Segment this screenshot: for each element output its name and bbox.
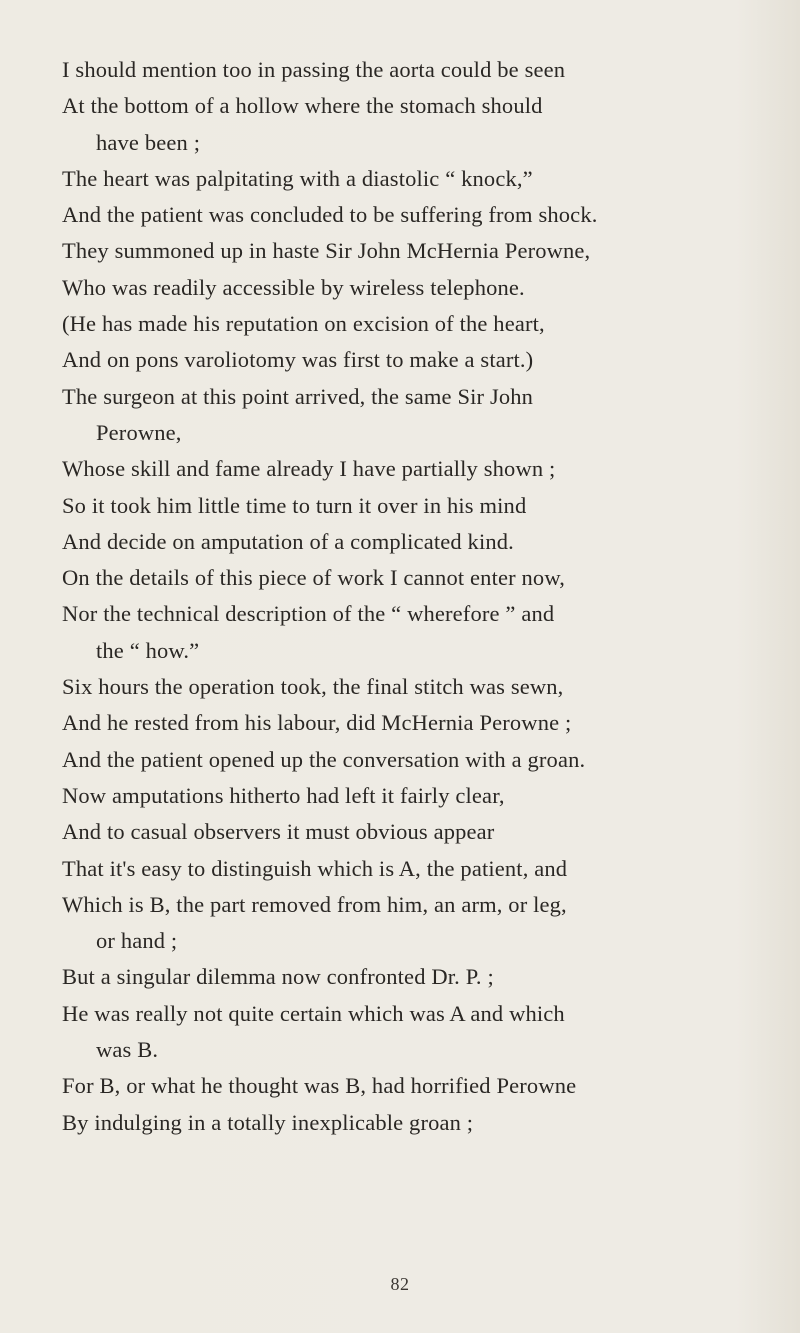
poem-line: have been ;	[96, 129, 201, 155]
poem-line: But a singular dilemma now confronted Dr. P. ;	[62, 964, 494, 990]
poem-line: the “ how.”	[96, 637, 200, 663]
poem-line: And on pons varoliotomy was first to make a start.)	[62, 347, 534, 373]
poem-line: Now amputations hitherto had left it fairly clear,	[62, 782, 505, 808]
poem-line: The surgeon at this point arrived, the same Sir John	[62, 383, 534, 409]
poem-line: Six hours the operation took, the final stitch was sewn,	[62, 674, 564, 700]
poem-line: At the bottom of a hollow where the stomach should	[62, 93, 543, 119]
poem-line: And the patient was concluded to be suffering from shock.	[62, 202, 598, 228]
poem-line: And he rested from his labour, did McHernia Perowne ;	[62, 710, 572, 736]
poem-line: Which is B, the part removed from him, an arm, or leg,	[62, 891, 567, 917]
poem-text	[62, 52, 792, 1141]
poem-line: By indulging in a totally inexplicable groan ;	[62, 1109, 474, 1135]
poem-line: They summoned up in haste Sir John McHernia Perowne,	[62, 238, 591, 264]
poem-line: For B, or what he thought was B, had horrified Perowne	[62, 1073, 577, 1099]
poem-line: Whose skill and fame already I have partially shown ;	[62, 456, 556, 482]
poem-line: The heart was palpitating with a diastolic “ knock,”	[62, 165, 533, 191]
page-number: 82	[390, 1274, 410, 1294]
poem-line: That it's easy to distinguish which is A, the patient, and	[62, 855, 568, 881]
poem-line: He was really not quite certain which was A and which	[62, 1000, 565, 1026]
poem-line: or hand ;	[96, 928, 178, 954]
poem-line: And to casual observers it must obvious appear	[62, 819, 495, 845]
poem-line: Who was readily accessible by wireless telephone.	[62, 274, 525, 300]
poem-line: And the patient opened up the conversation with a groan.	[62, 746, 586, 772]
poem-line: Perowne,	[96, 419, 182, 445]
poem-line: So it took him little time to turn it over in his mind	[62, 492, 527, 518]
poem-line: was B.	[96, 1037, 159, 1063]
poem-line: Nor the technical description of the “ wherefore ” and	[62, 601, 555, 627]
poem-line: On the details of this piece of work I cannot enter now,	[62, 565, 566, 591]
poem-line: (He has made his reputation on excision of the heart,	[62, 311, 545, 337]
poem-line: I should mention too in passing the aorta could be seen	[62, 57, 566, 82]
poem-line: And decide on amputation of a complicated kind.	[62, 528, 514, 554]
